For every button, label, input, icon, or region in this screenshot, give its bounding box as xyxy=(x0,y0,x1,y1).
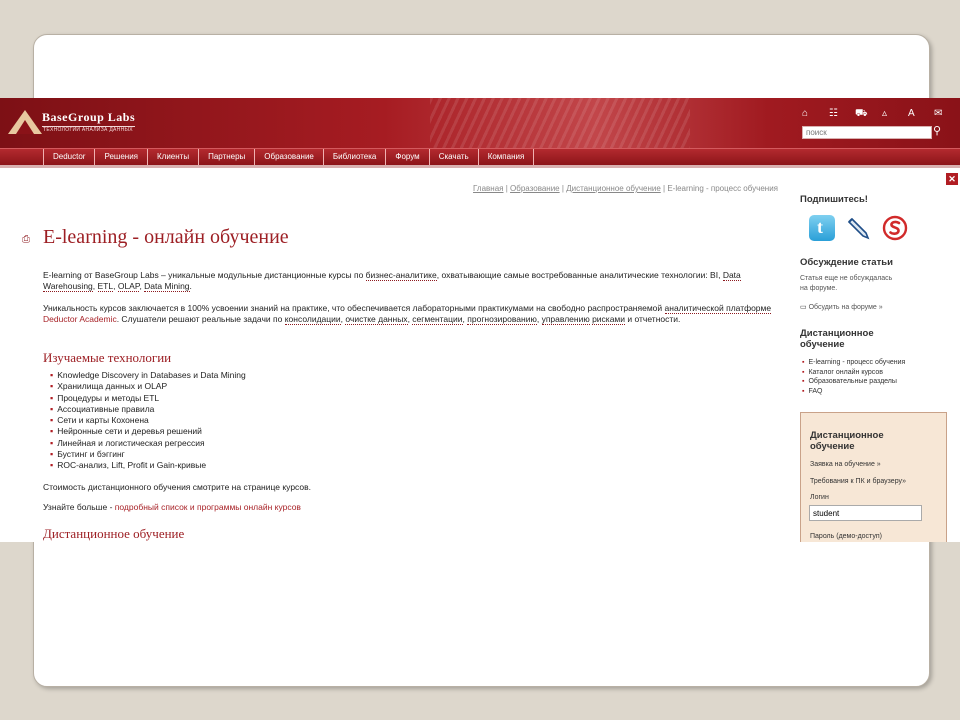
list-item[interactable]: ▪ Образовательные разделы xyxy=(802,377,905,387)
distance-login-box xyxy=(800,412,947,542)
breadcrumb-home[interactable]: Главная xyxy=(473,184,504,193)
login-field[interactable] xyxy=(809,505,922,521)
discussion-heading: Обсуждение статьи xyxy=(800,257,893,268)
breadcrumb-education[interactable]: Образование xyxy=(510,184,560,193)
logo-name[interactable]: BaseGroup Labs xyxy=(42,110,135,127)
breadcrumb-separator: | xyxy=(505,184,508,193)
list-item[interactable]: ▪ Бустинг и бэггинг xyxy=(50,449,246,460)
browser-page-screenshot xyxy=(0,98,960,542)
uniqueness-paragraph: Уникальность курсов заключается в 100% усвоении знаний на практике, что обеспечивается лабораторными практикумами на свободно распространяемой аналитической платформе Deductor Academic. Слушатели решают реальные задачи по консолидации, очистке данных, сегментации, прогнозированию, управлению рисками и отчетности. xyxy=(43,303,772,324)
list-item[interactable]: ▪ Knowledge Discovery in Databases и Data Mining xyxy=(50,370,246,381)
nav-item-partners[interactable]: Партнеры xyxy=(198,149,254,165)
comment-icon[interactable]: ▭ xyxy=(800,304,807,311)
technologies-list xyxy=(50,370,246,472)
nav-item-download[interactable]: Скачать xyxy=(429,149,478,165)
link-analytic-platform[interactable]: аналитической платформе xyxy=(664,303,772,313)
link-management[interactable]: управлению xyxy=(541,314,590,324)
header-decoration xyxy=(430,98,690,148)
breadcrumb-current: E-learning - процесс обучения xyxy=(667,184,778,193)
close-icon[interactable]: ✕ xyxy=(946,173,958,185)
breadcrumb-separator: | xyxy=(561,184,564,193)
search-icon[interactable]: ⚲ xyxy=(933,125,942,137)
nav-item-deductor[interactable]: Deductor xyxy=(43,149,94,165)
list-item[interactable]: ▪ Процедуры и методы ETL xyxy=(50,393,246,404)
intro-paragraph: E-learning от BaseGroup Labs – уникальные модульные дистанционные курсы по бизнес-аналитике, охватывающие самые востребованные аналитические технологии: BI, Data Warehousing, ETL, OLAP, Data Mining. xyxy=(43,270,741,291)
discuss-forum-link[interactable]: Обсудить на форуме » xyxy=(808,304,883,311)
discuss-link-row xyxy=(800,303,883,313)
page-title: E-learning - онлайн обучение xyxy=(43,226,289,248)
link-data-cleansing[interactable]: очистке данных xyxy=(345,314,408,324)
mail-icon[interactable]: ✉ xyxy=(934,108,943,119)
password-label: Пароль (демо-доступ) xyxy=(810,533,882,540)
learn-more-link[interactable]: подробный список и программы онлайн курсов xyxy=(114,502,301,512)
livejournal-icon[interactable] xyxy=(846,215,872,241)
link-consolidation[interactable]: консолидации xyxy=(284,314,341,324)
link-business-analytics[interactable]: бизнес-аналитике xyxy=(365,270,437,280)
technologies-heading: Изучаемые технологии xyxy=(43,350,172,365)
link-segmentation[interactable]: сегментации xyxy=(412,314,463,324)
intro-text: E-learning от BaseGroup Labs – уникальные модульные дистанционные курсы по xyxy=(43,270,364,280)
nav-item-solutions[interactable]: Решения xyxy=(94,149,147,165)
search-input[interactable]: поиск xyxy=(802,126,932,139)
logo-triangle-inner xyxy=(16,120,34,134)
triangle-logo-icon[interactable]: ▵ xyxy=(882,108,888,119)
link-forecasting[interactable]: прогнозированию xyxy=(467,314,537,324)
intro-text-2: , охватывающие самые востребованные аналитические технологии: BI, xyxy=(436,270,721,280)
link-risks[interactable]: рисками xyxy=(592,314,626,324)
subscribe-s-icon[interactable] xyxy=(882,215,908,241)
link-olap[interactable]: OLAP xyxy=(117,281,140,291)
list-item[interactable]: ▪ Сети и карты Кохонена xyxy=(50,415,246,426)
nav-item-education[interactable]: Образование xyxy=(254,149,323,165)
login-label: Логин xyxy=(810,494,829,501)
list-item[interactable]: ▪ Хранилища данных и OLAP xyxy=(50,381,246,392)
requirements-link[interactable]: Требования к ПК и браузеру» xyxy=(810,478,906,485)
home-icon[interactable]: ⌂ xyxy=(802,108,809,119)
list-item[interactable]: ▪ E-learning - процесс обучения xyxy=(802,358,905,368)
learn-more xyxy=(43,502,783,513)
sidebar-distance-links xyxy=(802,358,905,396)
sitemap-icon[interactable]: ☷ xyxy=(829,108,838,119)
uniqueness-text-2: . Слушатели решают реальные задачи по xyxy=(116,314,283,324)
breadcrumb-separator: | xyxy=(663,184,666,193)
logo-tagline: ТЕХНОЛОГИИ АНАЛИЗА ДАННЫХ xyxy=(43,127,133,133)
breadcrumb xyxy=(473,184,778,193)
login-box-heading: Дистанционное обучение xyxy=(810,430,884,452)
uniqueness-text: Уникальность курсов заключается в 100% усвоении знаний на практике, что обеспечивается лабораторными практикумами на свободно распространяемой xyxy=(43,303,663,313)
nav-item-company[interactable]: Компания xyxy=(478,149,535,165)
link-data-warehousing[interactable]: Data Warehousing xyxy=(43,270,741,291)
cost-text: Стоимость дистанционного обучения смотрите на странице курсов. xyxy=(43,482,311,492)
distance-learning-heading: Дистанционное обучение xyxy=(43,526,185,541)
list-item[interactable]: ▪ Каталог онлайн курсов xyxy=(802,368,905,378)
main-navigation xyxy=(0,148,960,166)
print-icon[interactable]: ⎙ xyxy=(22,234,30,245)
nav-item-forum[interactable]: Форум xyxy=(385,149,428,165)
list-item[interactable]: ▪ FAQ xyxy=(802,387,905,397)
twitter-icon[interactable]: t xyxy=(809,215,835,241)
uniqueness-text-end: и отчетности. xyxy=(625,314,681,324)
nav-item-library[interactable]: Библиотека xyxy=(323,149,386,165)
link-etl[interactable]: ETL xyxy=(97,281,114,291)
list-item[interactable]: ▪ ROC-анализ, Lift, Profit и Gain-кривые xyxy=(50,460,246,471)
site-header xyxy=(0,98,960,148)
subscribe-heading: Подпишитесь! xyxy=(800,194,868,205)
learn-more-prefix: Узнайте больше - xyxy=(43,502,115,512)
link-data-mining[interactable]: Data Mining xyxy=(144,281,190,291)
nav-underline xyxy=(0,165,960,168)
breadcrumb-distance[interactable]: Дистанционное обучение xyxy=(566,184,661,193)
discussion-text: Статья еще не обсуждалась на форуме. xyxy=(800,275,893,292)
nav-item-clients[interactable]: Клиенты xyxy=(147,149,198,165)
apply-link[interactable]: Заявка на обучение » xyxy=(810,461,881,468)
list-item[interactable]: ▪ Линейная и логистическая регрессия xyxy=(50,438,246,449)
list-item[interactable]: ▪ Ассоциативные правила xyxy=(50,404,246,415)
top-icon-bar xyxy=(802,108,952,120)
cart-icon[interactable]: ⛟ xyxy=(855,108,868,119)
link-deductor-academic[interactable]: Deductor Academic xyxy=(43,314,117,324)
language-icon[interactable]: A xyxy=(908,108,915,119)
sidebar-distance-heading: Дистанционное обучение xyxy=(800,328,874,350)
list-item[interactable]: ▪ Нейронные сети и деревья решений xyxy=(50,426,246,437)
